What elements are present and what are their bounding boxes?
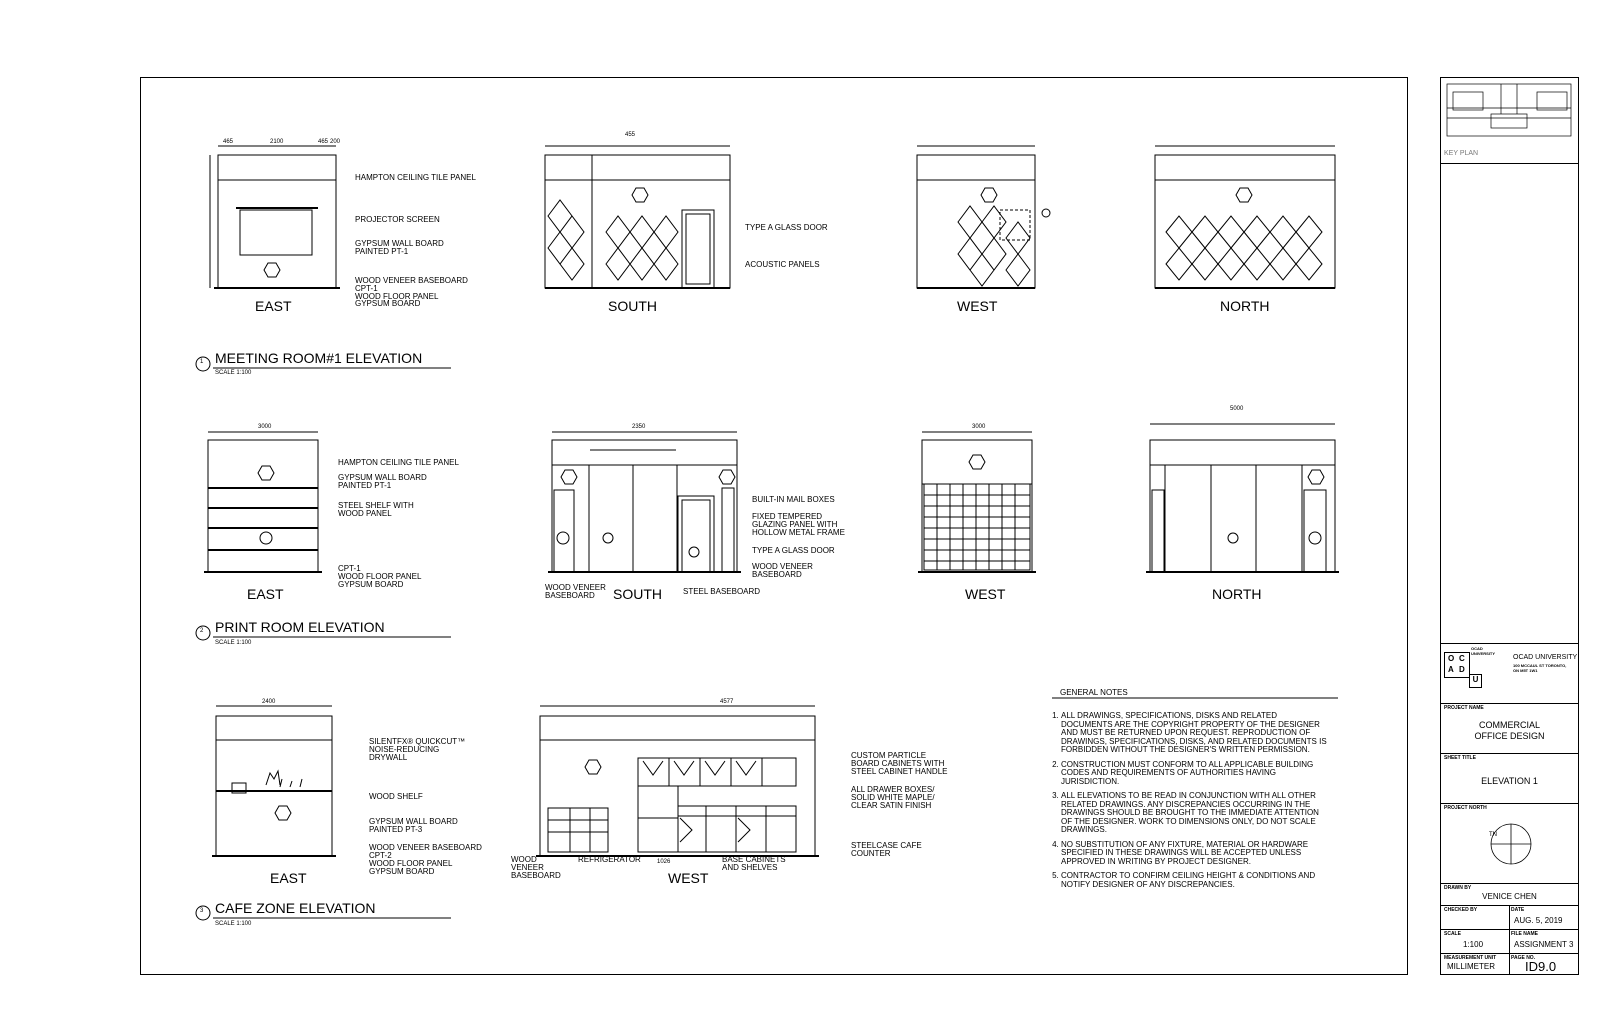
note-item: 4. NO SUBSTITUTION OF ANY FIXTURE, MATERIAL OR HARDWARE SPECIFIED IN THESE DRAWINGS WILL BE ACCEPTED UNLESS APPROVED IN WRITING BY PROJECT DESIGNER. [1061,841,1330,867]
callout-label: ACOUSTIC PANELS [745,260,820,269]
dimension: 4577 [720,699,734,705]
callout-label: CUSTOM PARTICLE BOARD CABINETS WITH STEEL CABINET HANDLE [851,751,948,776]
callout-label: GYPSUM WALL BOARD PAINTED PT-1 [355,239,444,256]
dimension: 200 [330,139,341,145]
callout-label: SILENTFX® QUICKCUT™ NOISE-REDUCING DRYWALL [369,737,466,762]
section-title: MEETING ROOM#1 ELEVATION [215,350,423,366]
callout-label: GYPSUM BOARD [355,299,421,308]
callout-label: STEEL SHELF WITH WOOD PANEL [338,501,414,518]
sheet-title-cell: SHEET TITLE ELEVATION 1 [1441,753,1578,803]
meeting-west-drawing [917,146,1050,288]
general-notes-heading: GENERAL NOTES [1060,688,1128,697]
callout-label: REFRIGERATOR [578,855,641,864]
callout-label: STEEL BASEBOARD [683,587,761,596]
callout-label: WOOD VENEER BASEBOARD [355,276,468,285]
institution-name: OCAD UNIVERSITY [1513,654,1578,661]
section-title: CAFE ZONE ELEVATION [215,900,376,916]
project-name-cell: PROJECT NAME COMMERCIAL OFFICE DESIGN [1441,703,1578,753]
dimension: 3000 [972,424,986,430]
north-marker: TN [1489,832,1497,838]
callout-label: WOOD VENEER BASEBOARD [369,843,482,852]
callout-label: CPT-1 [338,564,361,573]
print-east-drawing [204,432,322,572]
callout-label: WOOD VENEER BASEBOARD [545,583,606,600]
callout-label: STEELCASE CAFE COUNTER [851,841,922,858]
key-plan [1441,78,1578,164]
callout-label: GYPSUM WALL BOARD PAINTED PT-1 [338,473,427,490]
callout-label: BASE CABINETS AND SHELVES [722,855,786,872]
callout-label: TYPE A GLASS DOOR [745,223,828,232]
date: AUG. 5, 2019 [1514,916,1563,925]
project-north-cell: PROJECT NORTH TN [1441,803,1578,883]
dimension: 2100 [270,139,284,145]
dimension: 465 [318,139,329,145]
section-scale: SCALE 1:100 [215,640,252,646]
view-label: NORTH [1212,586,1262,602]
section-ref-number: 1 [200,359,204,365]
note-item: 5. CONTRACTOR TO CONFIRM CEILING HEIGHT & CONDITIONS AND NOTIFY DESIGNER OF ANY DISCREPANCIES. [1061,872,1330,889]
print-north-drawing [1146,424,1339,572]
scale-file-cell: SCALE FILE NAME 1:100 ASSIGNMENT 3 [1441,929,1578,953]
dimension: 1026 [657,859,671,865]
sheet-title: ELEVATION 1 [1481,776,1538,786]
ocad-logo-u: U [1469,674,1482,688]
view-label: NORTH [1220,298,1270,314]
checked-date-cell: CHECKED BY DATE AUG. 5, 2019 [1441,905,1578,929]
project-name: COMMERCIAL OFFICE DESIGN [1474,720,1545,741]
section-scale: SCALE 1:100 [215,921,252,927]
callout-label: BUILT-IN MAIL BOXES [752,495,835,504]
callout-label: PROJECTOR SCREEN [355,215,440,224]
section-ref-number: 3 [200,908,204,914]
view-label: EAST [270,870,307,886]
scale-value: 1:100 [1463,940,1484,949]
callout-label: GYPSUM BOARD [369,867,435,876]
title-block [1440,77,1579,975]
cafe-east-drawing [212,706,336,856]
view-label: WEST [965,586,1006,602]
institution-address: 100 MCCAUL ST TORONTO, ON M5T 1W1 [1513,663,1567,673]
callout-label: CPT-2 [369,851,392,860]
callout-label: GYPSUM BOARD [338,580,404,589]
print-west-drawing [918,432,1036,572]
dimension: 2400 [262,699,276,705]
section-ref-number: 2 [200,628,204,634]
note-item: 2. CONSTRUCTION MUST CONFORM TO ALL APPLICABLE BUILDING CODES AND REQUIREMENTS OF AUTHORITIES HAVING JURISDICTION. [1061,761,1330,787]
general-notes [1045,712,1330,895]
page-number: ID9.0 [1525,959,1557,974]
callout-label: TYPE A GLASS DOOR [752,546,835,555]
callout-label: WOOD FLOOR PANEL [369,859,453,868]
logo-small-text: OCAD UNIVERSITY [1471,646,1496,656]
callout-label: FIXED TEMPERED GLAZING PANEL WITH HOLLOW METAL FRAME [752,512,845,537]
callout-label: CPT-1 [355,284,378,293]
dimension: 2350 [632,424,646,430]
callout-label: WOOD VENEER BASEBOARD [752,562,813,579]
note-item: 3. ALL ELEVATIONS TO BE READ IN CONJUNCTION WITH ALL OTHER RELATED DRAWINGS. ANY DISCREPANCIES OCCURRING IN THE DRAWINGS SHOULD BE BROUGHT TO THE IMMEDIATE ATTENTION OF THE DESIGNER. WORK TO DIMENSIONS ONLY, DO NOT SCALE DRAWINGS. [1061,792,1330,835]
key-plan-drawing [1441,78,1578,148]
north-arrow-icon [1441,804,1578,884]
callout-label: HAMPTON CEILING TILE PANEL [338,458,459,467]
callout-label: WOOD SHELF [369,792,423,801]
callout-label: ALL DRAWER BOXES/ SOLID WHITE MAPLE/ CLEAR SATIN FINISH [851,785,935,810]
dimension: 3000 [258,424,272,430]
callout-label: WOOD VENEER BASEBOARD [511,855,561,880]
dimension: 5000 [1230,406,1244,412]
callout-label: HAMPTON CEILING TILE PANEL [355,173,476,182]
meeting-north-drawing [1155,146,1335,288]
cafe-west-drawing [536,706,819,856]
dimension: 465 [223,139,234,145]
section-scale: SCALE 1:100 [215,370,252,376]
view-label: WEST [957,298,998,314]
view-label: EAST [255,298,292,314]
section-title: PRINT ROOM ELEVATION [215,619,385,635]
meeting-south-drawing [545,146,730,288]
unit-page-cell: MEASUREMENT UNIT PAGE NO. MILLIMETER ID9.0 [1441,953,1578,975]
drawn-by: VENICE CHEN [1482,892,1537,901]
view-label: SOUTH [613,586,662,602]
callout-label: GYPSUM WALL BOARD PAINTED PT-3 [369,817,458,834]
key-plan-label: KEY PLAN [1444,150,1479,157]
callout-label: WOOD FLOOR PANEL [338,572,422,581]
ocad-logo: O C A D [1444,652,1470,678]
note-item: 1. ALL DRAWINGS, SPECIFICATIONS, DISKS AND RELATED DOCUMENTS ARE THE COPYRIGHT PROPERTY OF THE DESIGNER AND MUST BE RETURNED UPON REQUEST. REPRODUCTION OF DRAWINGS, SPECIFICATIONS, DISKS, AND RELATED DOCUMENTS IS FORBIDDEN WITHOUT THE DESIGNER'S WRITTEN PERMISSION. [1061,712,1330,755]
print-south-drawing [548,432,741,572]
measurement-unit: MILLIMETER [1447,962,1496,971]
logo-cell [1441,643,1578,691]
view-label: EAST [247,586,284,602]
drawn-by-cell: DRAWN BY VENICE CHEN [1441,883,1578,905]
view-label: SOUTH [608,298,657,314]
callout-label: WOOD FLOOR PANEL [355,292,439,301]
dimension: 455 [625,132,636,138]
meeting-east-drawing [210,146,340,288]
file-name: ASSIGNMENT 3 [1514,940,1574,949]
view-label: WEST [668,870,709,886]
